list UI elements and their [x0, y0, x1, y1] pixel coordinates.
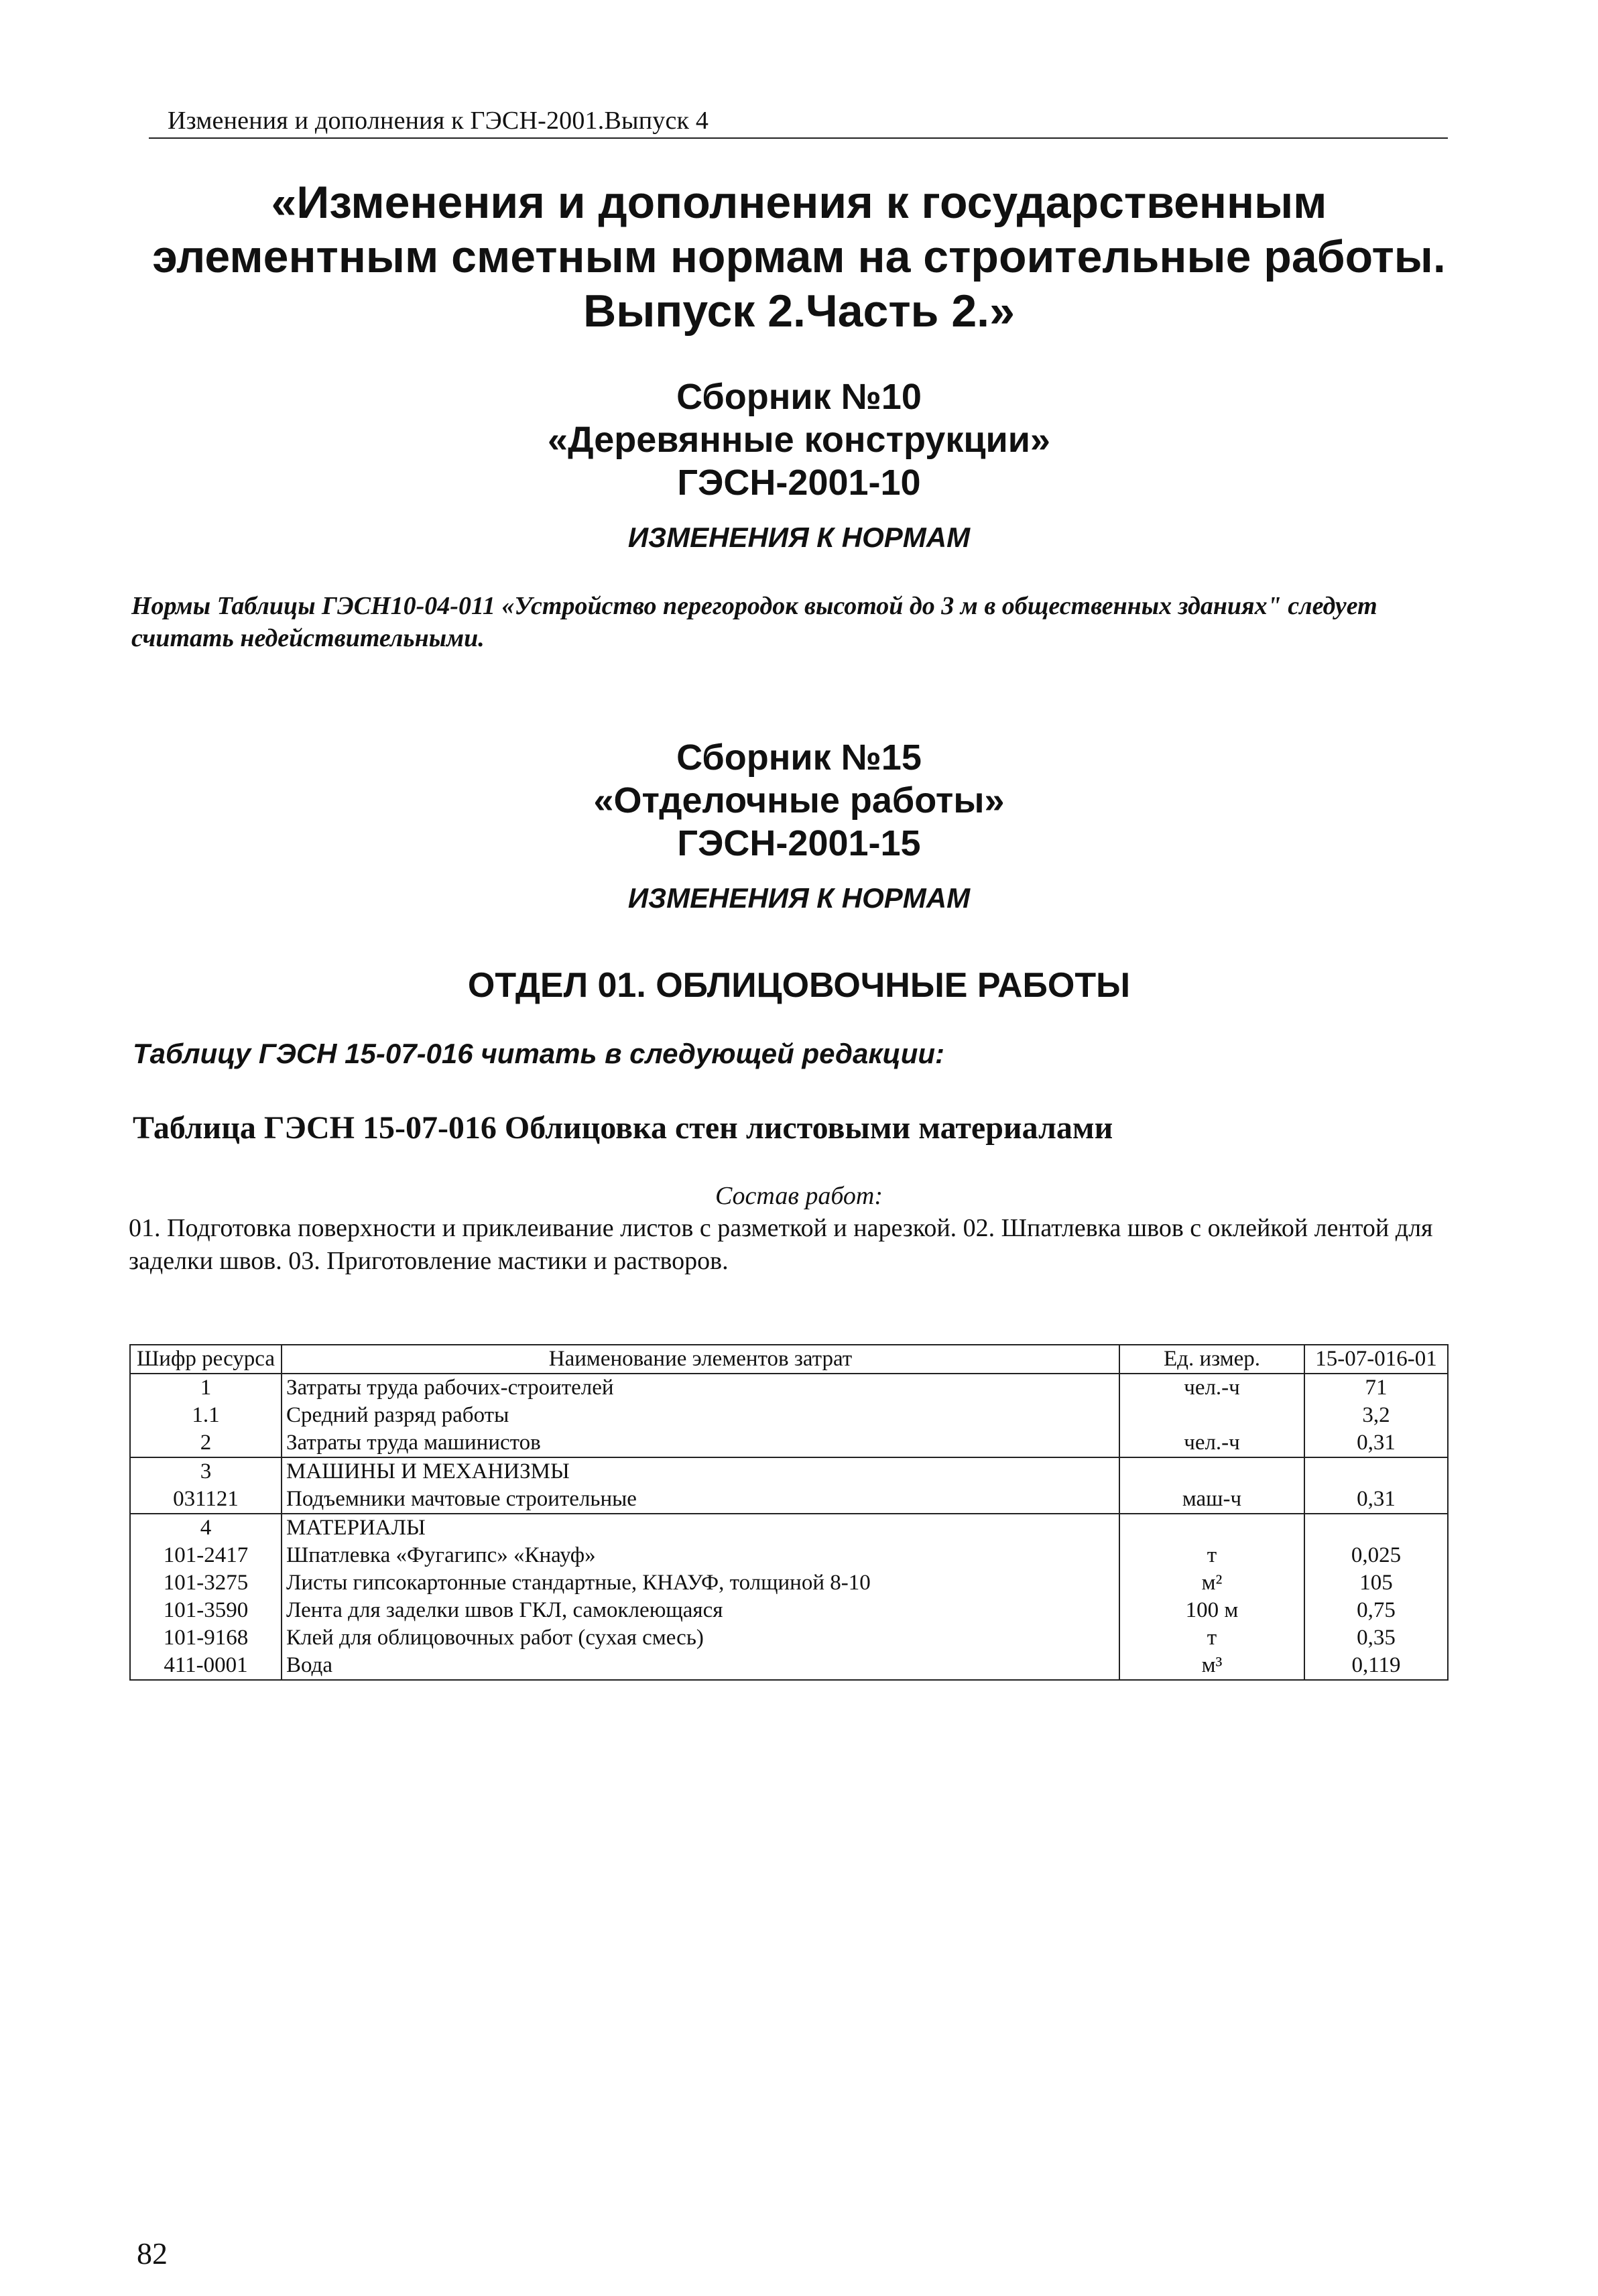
row-name: Лента для заделки швов ГКЛ, самоклеющаяся — [282, 1597, 1119, 1624]
row-code: 1 — [130, 1374, 282, 1402]
row-code: 101-9168 — [130, 1624, 282, 1652]
row-name: МАШИНЫ И МЕХАНИЗМЫ — [282, 1457, 1119, 1486]
row-name: Листы гипсокартонные стандартные, КНАУФ, толщиной 8-10 — [282, 1569, 1119, 1597]
row-unit: м² — [1119, 1569, 1304, 1597]
collection10-title — [101, 375, 1497, 504]
row-unit — [1119, 1457, 1304, 1486]
row-value: 71 — [1304, 1374, 1448, 1402]
table-header-row — [130, 1345, 1448, 1374]
table-row — [130, 1652, 1448, 1680]
row-value: 0,025 — [1304, 1542, 1448, 1569]
collection10-code: ГЭСН-2001-10 — [677, 463, 921, 503]
header-unit: Ед. измер. — [1119, 1345, 1304, 1374]
instruction: Таблицу ГЭСН 15-07-016 читать в следующей редакции: — [133, 1038, 945, 1069]
row-name: Средний разряд работы — [282, 1402, 1119, 1429]
row-code: 101-3590 — [130, 1597, 282, 1624]
table-row — [130, 1457, 1448, 1486]
row-value: 0,119 — [1304, 1652, 1448, 1680]
main-title-line: элементным сметным нормам на строительные работы. — [152, 231, 1446, 282]
row-unit: м³ — [1119, 1652, 1304, 1680]
row-name: Затраты труда рабочих-строителей — [282, 1374, 1119, 1402]
row-unit — [1119, 1514, 1304, 1542]
collection15-title — [101, 736, 1497, 865]
collection10-note: Нормы Таблицы ГЭСН10-04-011 «Устройство перегородок высотой до 3 м в общественных зданиях" следует считать недействительными. — [131, 592, 1377, 652]
header-code: Шифр ресурса — [130, 1345, 282, 1374]
collection15-code: ГЭСН-2001-15 — [677, 823, 921, 863]
row-name: МАТЕРИАЛЫ — [282, 1514, 1119, 1542]
row-unit: чел.-ч — [1119, 1374, 1304, 1402]
main-title-line: «Изменения и дополнения к государственным — [271, 177, 1327, 228]
running-header: Изменения и дополнения к ГЭСН-2001.Выпуск 4 — [168, 107, 709, 135]
row-code: 4 — [130, 1514, 282, 1542]
row-code: 3 — [130, 1457, 282, 1486]
work-composition-text: 01. Подготовка поверхности и приклеивание листов с разметкой и нарезкой. 02. Шпатлевка швов с оклейкой лентой для заделки швов. 03. Приготовление мастики и растворов. — [129, 1214, 1433, 1275]
row-unit: 100 м — [1119, 1597, 1304, 1624]
section-title: ОТДЕЛ 01. ОБЛИЦОВОЧНЫЕ РАБОТЫ — [467, 966, 1131, 1005]
collection15-name: «Отделочные работы» — [593, 780, 1005, 821]
collection15-changes-heading: ИЗМЕНЕНИЯ К НОРМАМ — [627, 882, 971, 914]
row-value — [1304, 1514, 1448, 1542]
row-value: 105 — [1304, 1569, 1448, 1597]
collection10-number: Сборник №10 — [676, 377, 922, 417]
main-title-line: Выпуск 2.Часть 2.» — [583, 286, 1015, 337]
table-row — [130, 1569, 1448, 1597]
row-value — [1304, 1457, 1448, 1486]
header-name: Наименование элементов затрат — [282, 1345, 1119, 1374]
row-name: Подъемники мачтовые строительные — [282, 1486, 1119, 1514]
row-code: 411-0001 — [130, 1652, 282, 1680]
row-unit: т — [1119, 1624, 1304, 1652]
row-name: Вода — [282, 1652, 1119, 1680]
row-name: Затраты труда машинистов — [282, 1429, 1119, 1457]
page-number: 82 — [137, 2236, 168, 2271]
table-row — [130, 1374, 1448, 1402]
main-title — [101, 176, 1497, 339]
header-rule — [149, 137, 1448, 139]
collection10-name: «Деревянные конструкции» — [548, 420, 1050, 460]
table-row — [130, 1429, 1448, 1457]
row-code: 031121 — [130, 1486, 282, 1514]
row-value: 0,31 — [1304, 1486, 1448, 1514]
table-row — [130, 1597, 1448, 1624]
row-value: 0,31 — [1304, 1429, 1448, 1457]
row-code: 1.1 — [130, 1402, 282, 1429]
row-code: 101-3275 — [130, 1569, 282, 1597]
collection15-number: Сборник №15 — [676, 737, 922, 778]
row-unit: т — [1119, 1542, 1304, 1569]
norm-table — [129, 1344, 1449, 1681]
row-name: Шпатлевка «Фугагипс» «Кнауф» — [282, 1542, 1119, 1569]
table-row — [130, 1402, 1448, 1429]
row-unit: маш-ч — [1119, 1486, 1304, 1514]
table-row — [130, 1624, 1448, 1652]
row-name: Клей для облицовочных работ (сухая смесь) — [282, 1624, 1119, 1652]
row-value: 0,75 — [1304, 1597, 1448, 1624]
row-code: 2 — [130, 1429, 282, 1457]
row-value: 0,35 — [1304, 1624, 1448, 1652]
row-unit: чел.-ч — [1119, 1429, 1304, 1457]
collection10-changes-heading: ИЗМЕНЕНИЯ К НОРМАМ — [627, 522, 971, 553]
work-composition-label: Состав работ: — [715, 1182, 883, 1210]
header-value: 15-07-016-01 — [1304, 1345, 1448, 1374]
table-title: Таблица ГЭСН 15-07-016 Облицовка стен листовыми материалами — [133, 1110, 1113, 1146]
table-body — [130, 1374, 1448, 1680]
row-code: 101-2417 — [130, 1542, 282, 1569]
table-row — [130, 1542, 1448, 1569]
table-row — [130, 1514, 1448, 1542]
table-row — [130, 1486, 1448, 1514]
row-unit — [1119, 1402, 1304, 1429]
row-value: 3,2 — [1304, 1402, 1448, 1429]
